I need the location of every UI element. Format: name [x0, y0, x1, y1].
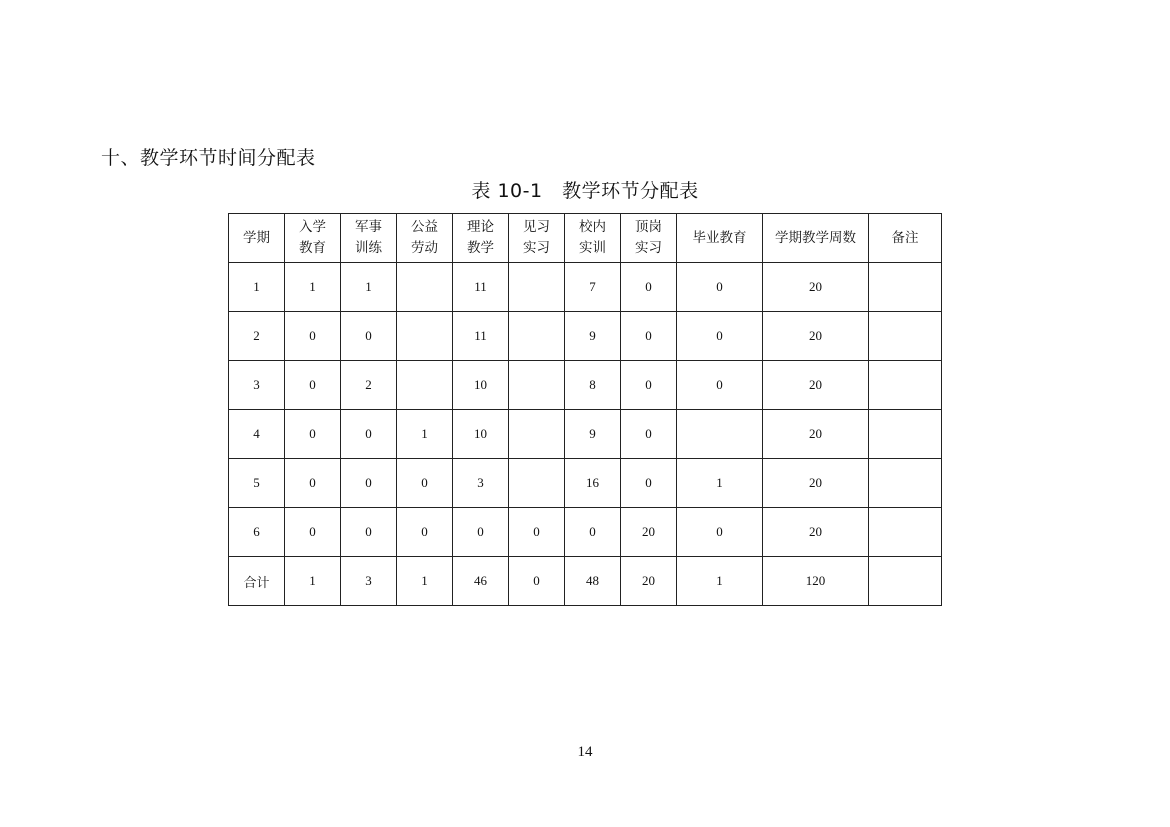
table-cell: 20	[621, 508, 677, 557]
table-cell	[397, 263, 453, 312]
column-header	[341, 214, 397, 263]
table-row	[229, 361, 942, 410]
column-header-line: 训练	[355, 240, 382, 256]
table-cell: 0	[621, 361, 677, 410]
table-cell: 16	[565, 459, 621, 508]
column-header-line: 教育	[299, 240, 326, 256]
table-cell: 7	[565, 263, 621, 312]
table-cell: 0	[285, 410, 341, 459]
table-cell	[869, 508, 942, 557]
column-header	[453, 214, 509, 263]
table-cell: 0	[397, 459, 453, 508]
column-header-line: 校内	[579, 219, 606, 235]
column-header-line: 军事	[355, 219, 382, 235]
table-cell: 1	[397, 410, 453, 459]
table-cell	[509, 312, 565, 361]
column-header-line: 入学	[299, 219, 326, 235]
row-label: 3	[229, 361, 285, 410]
column-header-line: 理论	[467, 219, 494, 235]
column-header	[869, 214, 942, 263]
column-header-line: 劳动	[411, 240, 438, 256]
column-header	[229, 214, 285, 263]
table-row	[229, 557, 942, 606]
table-cell: 0	[341, 508, 397, 557]
table-cell	[869, 312, 942, 361]
table-cell: 1	[677, 557, 763, 606]
table-cell	[869, 459, 942, 508]
table-cell: 0	[397, 508, 453, 557]
column-header-line: 备注	[891, 229, 919, 246]
table-cell: 20	[763, 312, 869, 361]
table-row	[229, 312, 942, 361]
table-cell: 0	[341, 459, 397, 508]
table-cell: 9	[565, 312, 621, 361]
table-cell: 120	[763, 557, 869, 606]
column-header	[509, 214, 565, 263]
table-cell: 11	[453, 312, 509, 361]
table-cell: 0	[509, 508, 565, 557]
row-label: 合计	[229, 557, 285, 606]
table-cell: 0	[285, 459, 341, 508]
row-label: 1	[229, 263, 285, 312]
table-cell	[869, 557, 942, 606]
row-label: 5	[229, 459, 285, 508]
table-cell: 0	[677, 361, 763, 410]
table-cell: 0	[677, 263, 763, 312]
table-cell: 46	[453, 557, 509, 606]
table-cell: 0	[285, 312, 341, 361]
column-header	[397, 214, 453, 263]
column-header	[285, 214, 341, 263]
table-cell: 0	[621, 312, 677, 361]
table-cell: 1	[285, 557, 341, 606]
row-label: 6	[229, 508, 285, 557]
column-header-line: 实习	[635, 240, 662, 256]
table-cell: 1	[285, 263, 341, 312]
table-cell	[869, 361, 942, 410]
table-cell	[869, 410, 942, 459]
column-header	[763, 214, 869, 263]
table-row	[229, 459, 942, 508]
table-row	[229, 508, 942, 557]
table-cell: 0	[621, 263, 677, 312]
table-title: 表 10-1 教学环节分配表	[471, 180, 699, 202]
table-cell	[509, 459, 565, 508]
table-cell: 8	[565, 361, 621, 410]
table-cell	[397, 312, 453, 361]
column-header-line: 顶岗	[635, 219, 662, 235]
column-header	[565, 214, 621, 263]
column-header-line: 学期教学周数	[775, 229, 856, 246]
page-number: 14	[577, 744, 593, 760]
column-header-line: 学期	[243, 229, 270, 246]
column-header-line: 实习	[523, 240, 550, 256]
table-cell: 11	[453, 263, 509, 312]
table-cell: 1	[397, 557, 453, 606]
table-cell: 0	[621, 459, 677, 508]
table-cell: 1	[341, 263, 397, 312]
table-cell: 0	[341, 410, 397, 459]
column-header-line: 公益	[411, 219, 438, 235]
table-row	[229, 410, 942, 459]
table-cell: 10	[453, 410, 509, 459]
table-row	[229, 263, 942, 312]
table-cell: 0	[565, 508, 621, 557]
table-header-row	[229, 214, 942, 263]
column-header-line: 教学	[467, 240, 494, 256]
table-cell: 0	[509, 557, 565, 606]
table-cell: 0	[621, 410, 677, 459]
table-cell	[397, 361, 453, 410]
column-header-line: 实训	[579, 240, 606, 256]
table-cell: 0	[677, 312, 763, 361]
section-heading: 十、教学环节时间分配表	[101, 147, 316, 169]
table-cell: 0	[453, 508, 509, 557]
table-cell: 0	[285, 361, 341, 410]
column-header	[621, 214, 677, 263]
table-cell: 20	[763, 361, 869, 410]
table-cell: 20	[763, 508, 869, 557]
table-cell: 0	[341, 312, 397, 361]
table-cell: 3	[341, 557, 397, 606]
table-cell: 3	[453, 459, 509, 508]
column-header	[677, 214, 763, 263]
table-cell	[509, 410, 565, 459]
table-cell	[677, 410, 763, 459]
table-cell: 20	[763, 263, 869, 312]
teaching-allocation-table	[228, 213, 942, 606]
table-cell: 2	[341, 361, 397, 410]
table-cell: 0	[677, 508, 763, 557]
table-cell: 20	[763, 459, 869, 508]
row-label: 2	[229, 312, 285, 361]
column-header-line: 毕业教育	[692, 229, 747, 246]
column-header-line: 见习	[523, 219, 550, 235]
table-cell: 20	[763, 410, 869, 459]
table-cell	[869, 263, 942, 312]
table-cell: 0	[285, 508, 341, 557]
table-cell	[509, 263, 565, 312]
table-cell: 9	[565, 410, 621, 459]
table-cell: 1	[677, 459, 763, 508]
row-label: 4	[229, 410, 285, 459]
table-cell: 10	[453, 361, 509, 410]
table-cell: 48	[565, 557, 621, 606]
table-cell: 20	[621, 557, 677, 606]
table-cell	[509, 361, 565, 410]
